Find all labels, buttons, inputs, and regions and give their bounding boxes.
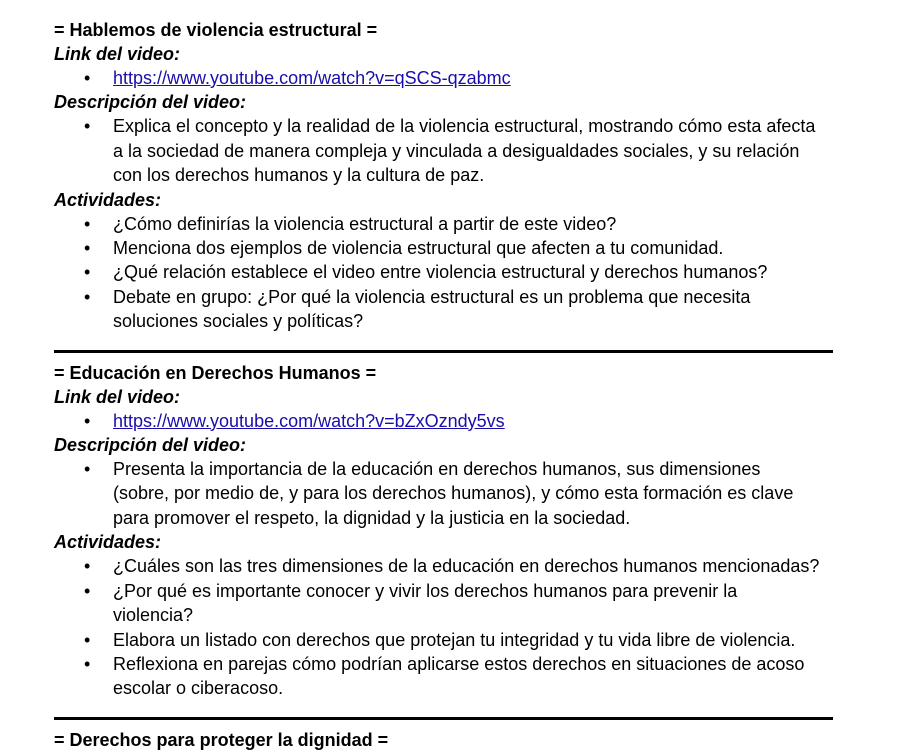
activity-text: ¿Cómo definirías la violencia estructural a partir de este video? [113,213,617,234]
bullet: • [84,653,91,674]
description-line: para promover el respeto, la dignidad y la justicia en la sociedad. [113,507,631,528]
description-list [54,114,834,187]
activity-text: escolar o ciberacoso. [113,678,284,699]
activity-text: violencia? [113,605,194,626]
description-line: Explica el concepto y la realidad de la violencia estructural, mostrando cómo esta afecta [113,116,816,137]
activity-text: Elabora un listado con derechos que protejan tu integridad y tu vida libre de violencia. [113,629,796,650]
activities-label: Actividades: [54,189,162,210]
activities-list [54,212,834,334]
section-title: = Educación en Derechos Humanos = [54,362,377,383]
bullet: • [84,213,91,234]
description-label: Descripción del video: [54,92,247,113]
activity-item [54,236,834,260]
list-item [54,66,834,90]
description-line: (sobre, por medio de, y para los derechos humanos), y cómo esta formación es clave [113,483,794,504]
bullet: • [84,286,91,307]
bullet: • [84,238,91,259]
activity-item [54,579,834,628]
description-list [54,457,834,530]
description-item [54,114,834,187]
video-link[interactable]: https://www.youtube.com/watch?v=qSCS-qzabmc [113,68,511,88]
link-list [54,66,834,90]
description-line: Presenta la importancia de la educación en derechos humanos, sus dimensiones [113,459,761,480]
video-link[interactable]: https://www.youtube.com/watch?v=bZxOzndy5vs [113,410,505,431]
activity-text: ¿Por qué es importante conocer y vivir los derechos humanos para prevenir la [113,580,738,601]
link-label: Link del video: [54,386,181,407]
bullet: • [84,459,91,480]
bullet: • [84,68,91,88]
activity-item [54,628,834,652]
section-violencia-estructural [54,18,834,334]
activity-item [54,212,834,236]
description-line: con los derechos humanos y la cultura de paz. [113,165,485,186]
activity-item [54,554,834,578]
section-divider [54,350,833,353]
activity-text: ¿Qué relación establece el video entre violencia estructural y derechos humanos? [113,262,768,283]
activity-item [54,652,834,701]
bullet: • [84,629,91,650]
bullet: • [84,116,91,137]
bullet: • [84,556,91,577]
activity-text: Debate en grupo: ¿Por qué la violencia estructural es un problema que necesita [113,286,751,307]
bullet: • [84,580,91,601]
bullet: • [84,410,91,431]
activity-text: ¿Cuáles son las tres dimensiones de la educación en derechos humanos mencionadas? [113,556,820,577]
document-page [54,18,834,752]
activities-list [54,554,834,700]
activity-item [54,285,834,334]
description-label: Descripción del video: [54,435,247,456]
activity-text: soluciones sociales y políticas? [113,311,364,332]
section-title: = Hablemos de violencia estructural = [54,20,378,40]
description-item [54,457,834,530]
list-item [54,409,834,433]
section-educacion-derechos-humanos [54,361,834,701]
activities-label: Actividades: [54,532,162,553]
activity-text: Menciona dos ejemplos de violencia estructural que afecten a tu comunidad. [113,238,724,259]
description-line: a la sociedad de manera compleja y vinculada a desigualdades sociales, y su relación [113,140,800,161]
next-section-title: = Derechos para proteger la dignidad = [54,729,389,750]
bullet: • [84,262,91,283]
section-divider [54,717,833,720]
link-list [54,409,834,433]
activity-item [54,260,834,284]
activity-text: Reflexiona en parejas cómo podrían aplicarse estos derechos en situaciones de acoso [113,653,805,674]
link-label: Link del video: [54,44,181,64]
